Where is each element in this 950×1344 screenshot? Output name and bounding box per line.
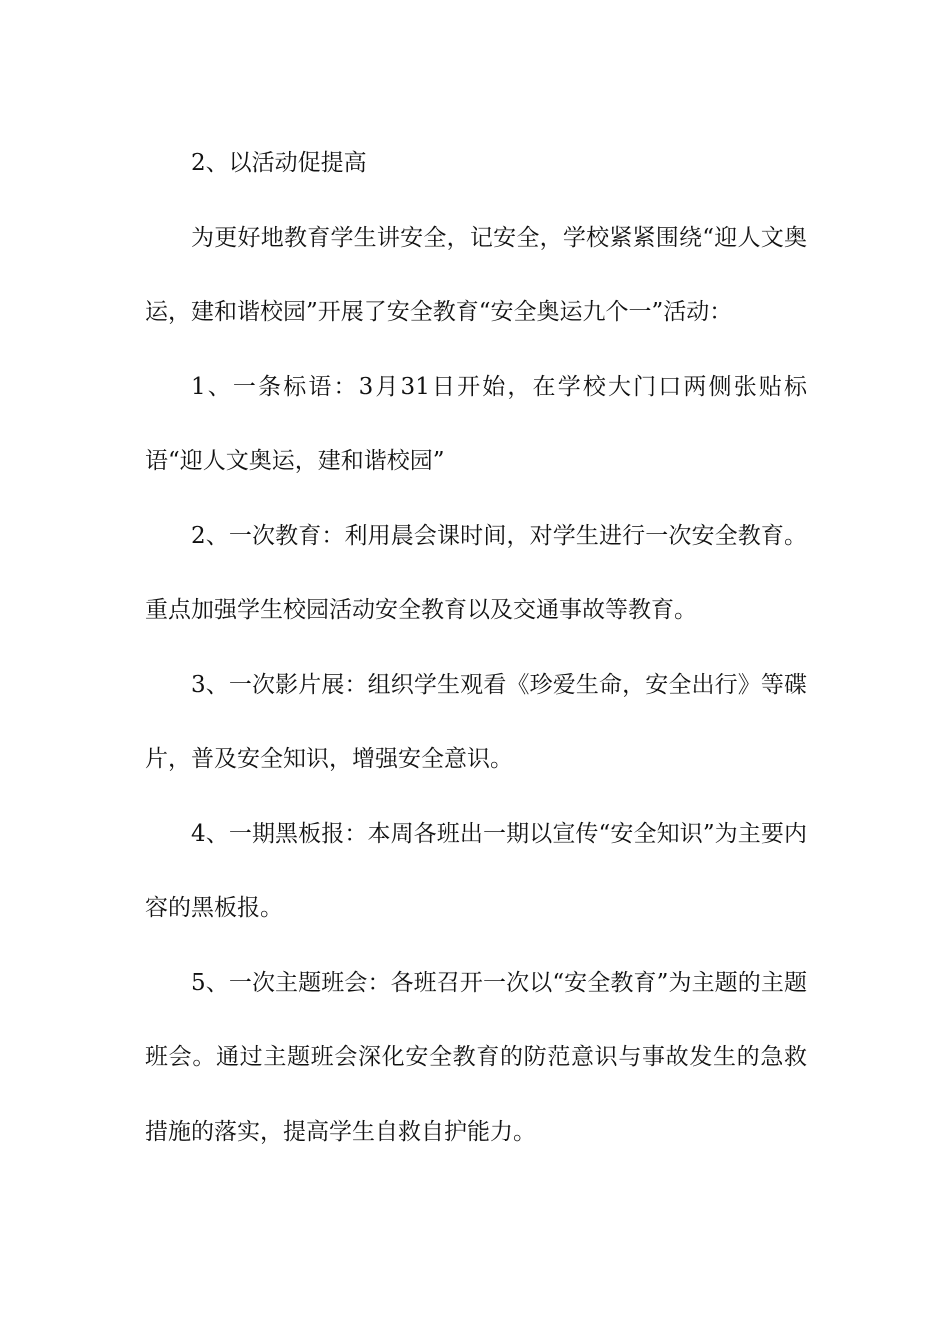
intro-paragraph: 为更好地教育学生讲安全，记安全，学校紧紧围绕“迎人文奥运，建和谐校园”开展了安全教育“安全奥运九个一”活动：	[145, 224, 807, 325]
section-heading: 2、以活动促提高	[191, 150, 367, 176]
activity-item-class-meeting: 5、一次主题班会：各班召开一次以“安全教育”为主题的主题班会。通过主题班会深化安全教育的防范意识与事故发生的急救措施的落实，提高学生自救自护能力。	[145, 969, 807, 1145]
activity-item-slogan: 1、一条标语：3月31日开始，在学校大门口两侧张贴标语“迎人文奥运，建和谐校园”	[145, 373, 807, 474]
activity-item-film: 3、一次影片展：组织学生观看《珍爱生命，安全出行》等碟片，普及安全知识，增强安全意识。	[145, 671, 807, 772]
activity-item-blackboard: 4、一期黑板报：本周各班出一期以宣传“安全知识”为主要内容的黑板报。	[145, 820, 807, 921]
document-body	[145, 126, 807, 1169]
activity-item-education: 2、一次教育：利用晨会课时间，对学生进行一次安全教育。重点加强学生校园活动安全教育以及交通事故等教育。	[145, 522, 807, 623]
